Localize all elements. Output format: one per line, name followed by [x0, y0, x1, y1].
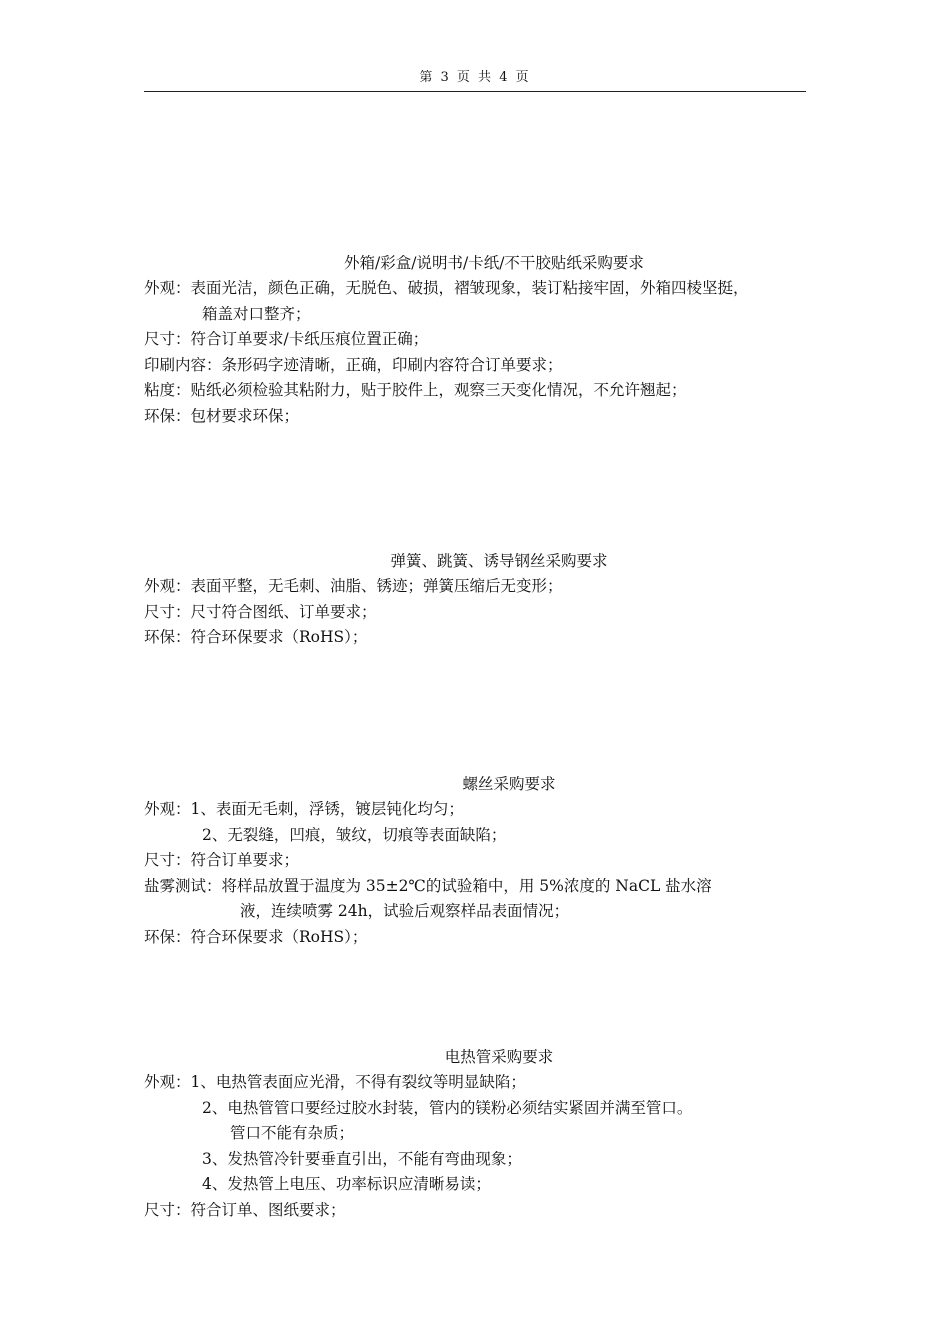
requirement-line: 环保：符合环保要求（RoHS）； — [144, 628, 368, 646]
section-packaging — [144, 250, 844, 429]
requirement-line: 环保：包材要求环保； — [144, 406, 300, 425]
requirement-line: 管口不能有杂质； — [230, 1124, 355, 1142]
requirement-line: 箱盖对口整齐； — [202, 304, 311, 323]
requirement-line: 2、电热管管口要经过胶水封装，管内的镁粉必须结实紧固并满至管口。 — [202, 1098, 693, 1117]
section-title: 电热管采购要求 — [444, 1048, 554, 1066]
requirement-line: 4、发热管上电压、功率标识应清晰易读； — [202, 1175, 491, 1193]
section-title: 螺丝采购要求 — [462, 775, 556, 793]
requirement-line: 液，连续喷雾 24h，试验后观察样品表面情况； — [240, 902, 570, 920]
section-title: 弹簧、跳簧、诱导钢丝采购要求 — [390, 552, 608, 570]
requirement-line: 粘度：贴纸必须检验其粘附力，贴于胶件上，观察三天变化情况，不允许翘起； — [144, 381, 687, 399]
requirement-line: 尺寸：符合订单要求/卡纸压痕位置正确； — [144, 330, 429, 348]
requirement-line: 2、无裂缝，凹痕，皱纹，切痕等表面缺陷； — [202, 825, 507, 844]
requirement-line: 环保：符合环保要求（RoHS）； — [144, 927, 368, 946]
requirement-line: 外观：1、表面无毛刺，浮锈，镀层钝化均匀； — [144, 800, 464, 818]
section-title: 外箱/彩盒/说明书/卡纸/不干胶贴纸采购要求 — [344, 254, 644, 272]
section-screws — [144, 771, 844, 950]
requirement-line: 盐雾测试：将样品放置于温度为 35±2℃的试验箱中，用 5%浓度的 NaCL 盐水溶 — [144, 876, 712, 895]
requirement-line: 尺寸：尺寸符合图纸、订单要求； — [144, 602, 377, 621]
requirement-line: 印刷内容：条形码字迹清晰，正确，印刷内容符合订单要求； — [144, 355, 563, 374]
requirement-line: 3、发热管冷针要垂直引出，不能有弯曲现象； — [202, 1149, 522, 1168]
requirement-line: 外观：1、电热管表面应光滑，不得有裂纹等明显缺陷； — [144, 1073, 526, 1091]
requirement-line: 外观：表面平整，无毛刺、油脂、锈迹；弹簧压缩后无变形； — [144, 577, 563, 595]
section-springs — [144, 548, 844, 651]
requirement-line: 尺寸：符合订单要求； — [144, 851, 300, 869]
page-number-text: 第 3 页 共 4 页 — [419, 70, 531, 85]
section-heating-tube — [144, 1044, 844, 1223]
page-header — [144, 66, 806, 92]
requirement-line: 外观：表面光洁，颜色正确，无脱色、破损，褶皱现象，装订粘接牢固，外箱四棱坚挺， — [144, 279, 749, 297]
requirement-line: 尺寸：符合订单、图纸要求； — [144, 1200, 346, 1219]
